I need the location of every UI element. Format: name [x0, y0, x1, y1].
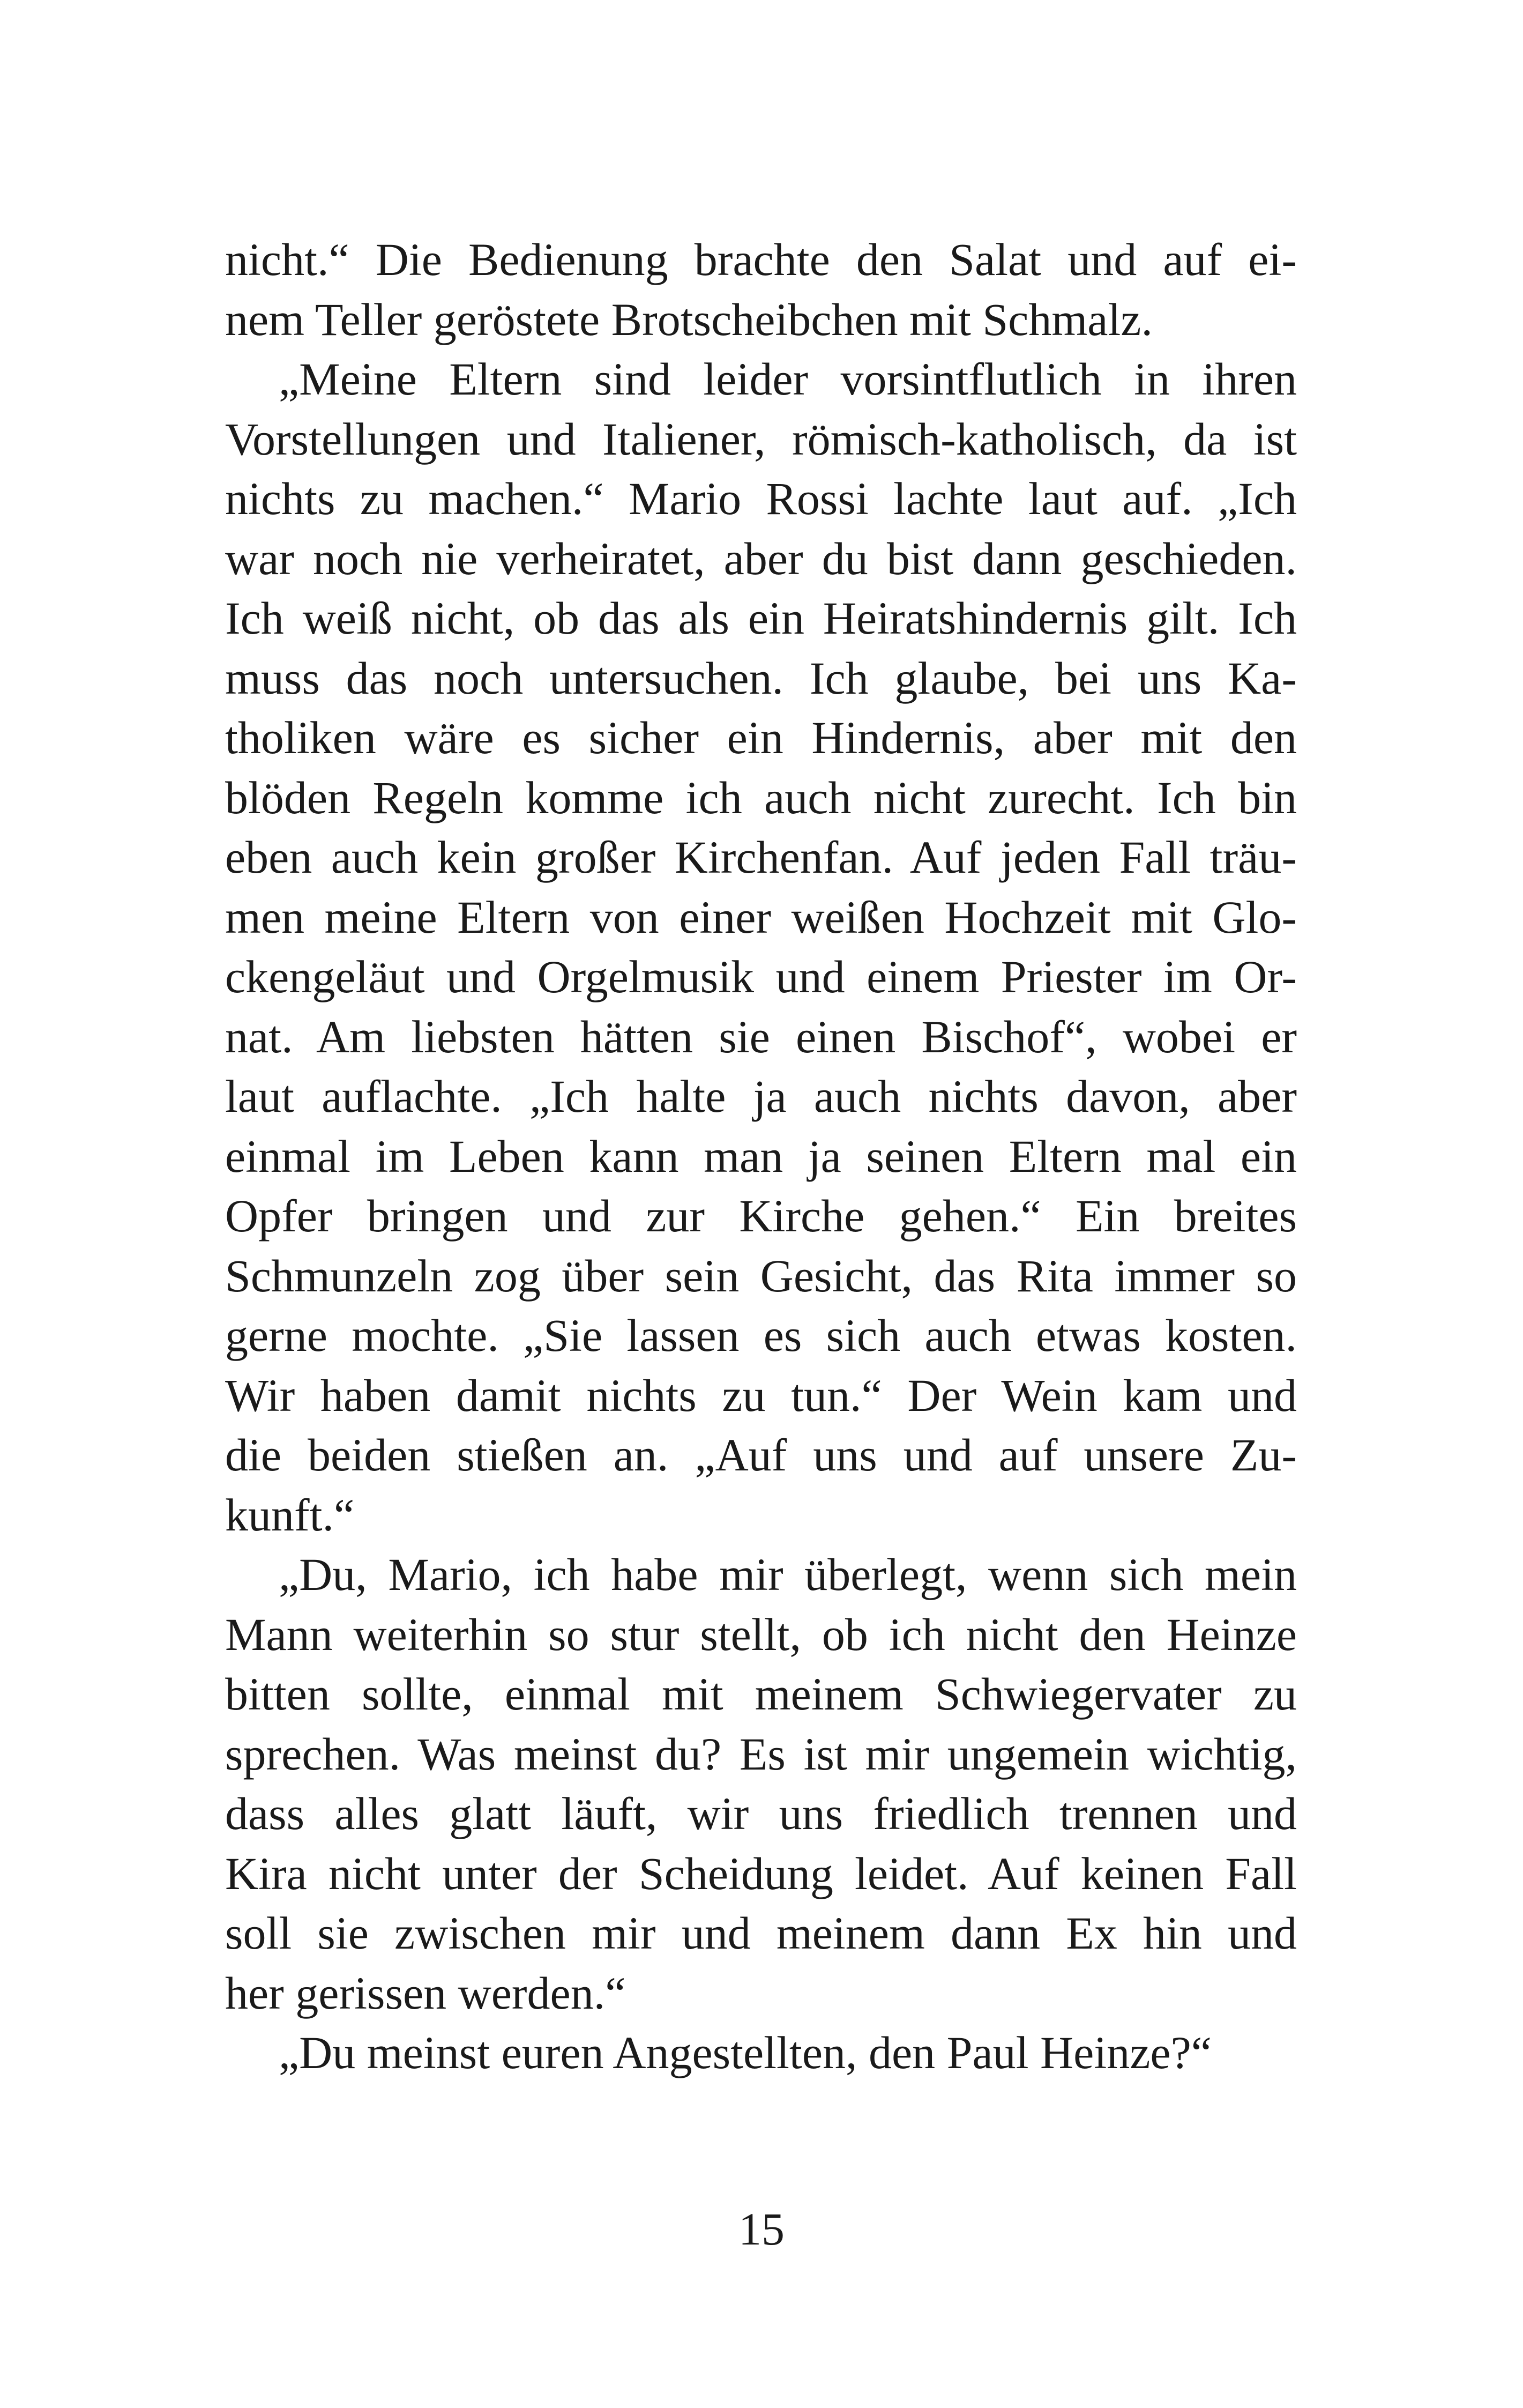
text-line: war noch nie verheiratet, aber du bist dann geschieden. [225, 532, 1297, 584]
text-line: bitten sollte, einmal mit meinem Schwiegervater zu [225, 1668, 1297, 1720]
text-line: Vorstellungen und Italiener, römisch-katholisch, da ist [225, 413, 1297, 465]
text-line: her gerissen werden.“ [225, 1967, 626, 2019]
text-line: soll sie zwischen mir und meinem dann Ex hin und [225, 1907, 1297, 1959]
text-line: nat. Am liebsten hätten sie einen Bischof“, wobei er [225, 1010, 1297, 1062]
text-line: die beiden stießen an. „Auf uns und auf unsere Zu- [225, 1429, 1297, 1481]
text-line: Kira nicht unter der Scheidung leidet. Auf keinen Fall [225, 1847, 1297, 1899]
text-line: Wir haben damit nichts zu tun.“ Der Wein kam und [225, 1369, 1297, 1421]
text-line: dass alles glatt läuft, wir uns friedlich trennen und [225, 1788, 1297, 1839]
text-line: kunft.“ [225, 1489, 355, 1541]
page-number: 15 [738, 2203, 785, 2255]
text-line: Schmunzeln zog über sein Gesicht, das Rita immer so [225, 1250, 1297, 1302]
text-line: Ich weiß nicht, ob das als ein Heiratshindernis gilt. Ich [225, 592, 1297, 644]
text-line: laut auflachte. „Ich halte ja auch nichts davon, aber [225, 1071, 1297, 1122]
text-line: muss das noch untersuchen. Ich glaube, bei uns Ka- [225, 652, 1297, 704]
text-line: „Meine Eltern sind leider vorsintflutlich in ihren [279, 353, 1297, 405]
text-line: nem Teller geröstete Brotscheibchen mit Schmalz. [225, 293, 1153, 345]
text-line: nicht.“ Die Bedienung brachte den Salat und auf ei- [225, 234, 1297, 285]
text-line: eben auch kein großer Kirchenfan. Auf jeden Fall träu- [225, 831, 1297, 883]
text-line: „Du, Mario, ich habe mir überlegt, wenn sich mein [279, 1549, 1297, 1600]
text-line: gerne mochte. „Sie lassen es sich auch etwas kosten. [225, 1310, 1297, 1361]
text-line: men meine Eltern von einer weißen Hochzeit mit Glo- [225, 891, 1297, 943]
body-text [225, 230, 1297, 2083]
text-line: ckengeläut und Orgelmusik und einem Priester im Or- [225, 951, 1297, 1002]
text-line: „Du meinst euren Angestellten, den Paul Heinze?“ [279, 2027, 1212, 2078]
text-line: Mann weiterhin so stur stellt, ob ich nicht den Heinze [225, 1608, 1297, 1660]
text-line: tholiken wäre es sicher ein Hindernis, aber mit den [225, 712, 1297, 763]
text-line: sprechen. Was meinst du? Es ist mir ungemein wichtig, [225, 1728, 1297, 1780]
text-line: nichts zu machen.“ Mario Rossi lachte laut auf. „Ich [225, 473, 1297, 524]
text-line: einmal im Leben kann man ja seinen Eltern mal ein [225, 1130, 1297, 1182]
text-line: Opfer bringen und zur Kirche gehen.“ Ein breites [225, 1190, 1297, 1242]
text-line: blöden Regeln komme ich auch nicht zurecht. Ich bin [225, 771, 1297, 823]
